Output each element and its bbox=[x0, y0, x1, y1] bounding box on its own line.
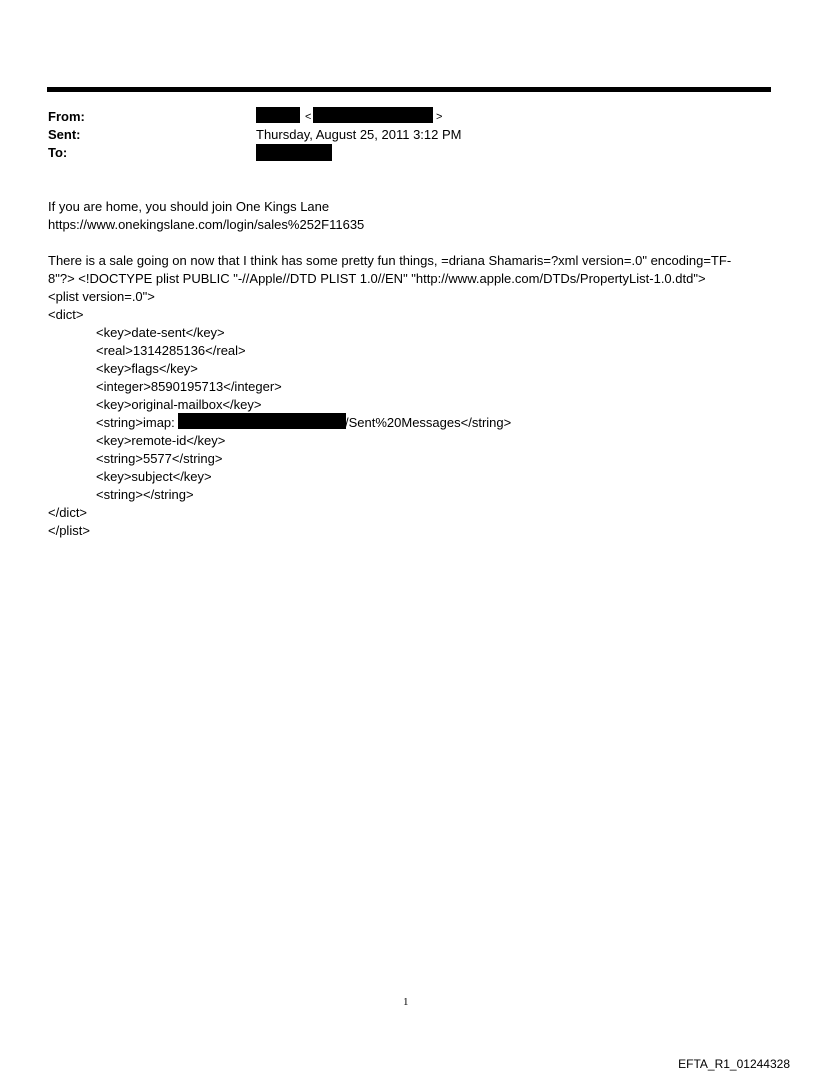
body-line-3: There is a sale going on now that I think has some pretty fun things, =driana Shamaris=?xml version=.0" encoding=TF- bbox=[48, 253, 732, 268]
from-close-bracket: > bbox=[436, 111, 443, 123]
page-number: 1 bbox=[403, 996, 409, 1008]
plist-imap-prefix: <string>imap: bbox=[96, 415, 175, 430]
plist-line: <integer>8590195713</integer> bbox=[96, 379, 282, 394]
redacted-sender-name bbox=[256, 107, 300, 123]
redacted-recipient bbox=[256, 144, 332, 161]
plist-line: <real>1314285136</real> bbox=[96, 343, 246, 358]
plist-line: <string></string> bbox=[96, 487, 194, 502]
plist-line: <key>remote-id</key> bbox=[96, 433, 226, 448]
document-id: EFTA_R1_01244328 bbox=[678, 1057, 790, 1071]
body-line-5: <plist version=.0"> bbox=[48, 289, 155, 304]
top-rule bbox=[47, 87, 771, 92]
redacted-sender-email bbox=[313, 107, 433, 123]
redacted-imap-account bbox=[178, 413, 346, 429]
to-label: To: bbox=[48, 145, 68, 160]
plist-line: <key>date-sent</key> bbox=[96, 325, 225, 340]
body-line-2: https://www.onekingslane.com/login/sales%252F11635 bbox=[48, 217, 365, 232]
close-dict: </dict> bbox=[48, 505, 88, 520]
body-line-6: <dict> bbox=[48, 307, 84, 322]
close-plist: </plist> bbox=[48, 523, 90, 538]
plist-line: <key>subject</key> bbox=[96, 469, 212, 484]
body-line-1: If you are home, you should join One Kings Lane bbox=[48, 199, 330, 214]
from-open-bracket: < bbox=[305, 111, 312, 123]
from-label: From: bbox=[48, 109, 85, 124]
sent-value: Thursday, August 25, 2011 3:12 PM bbox=[256, 127, 462, 142]
sent-label: Sent: bbox=[48, 127, 81, 142]
plist-line: <string>5577</string> bbox=[96, 451, 223, 466]
plist-line: <key>flags</key> bbox=[96, 361, 198, 376]
plist-line: <key>original-mailbox</key> bbox=[96, 397, 262, 412]
body-line-4: 8"?> <!DOCTYPE plist PUBLIC "-//Apple//DTD PLIST 1.0//EN" "http://www.apple.com/DTDs/PropertyList-1.0.dtd"> bbox=[48, 271, 706, 286]
plist-imap-suffix: /Sent%20Messages</string> bbox=[345, 415, 512, 430]
